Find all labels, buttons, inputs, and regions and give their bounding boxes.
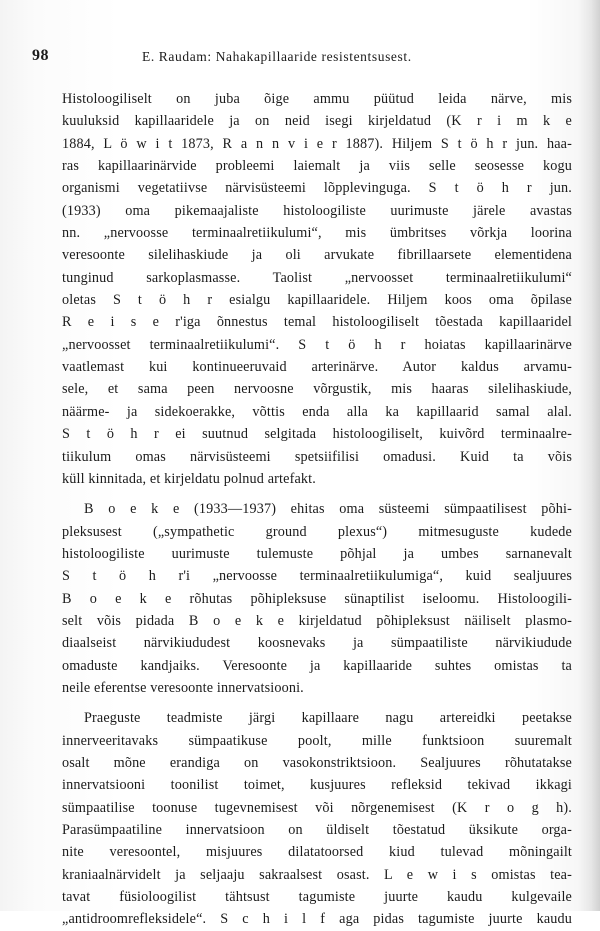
text-line: osalt mõne erandiga on vasokonstriktsioon. Sealjuures rõhutatakse	[62, 754, 572, 771]
text-line: selt võis pidada B o e k e kirjeldatud põhipleksust näiliselt plasmo-	[62, 612, 572, 629]
running-title: E. Raudam: Nahakapillaaride resistentsusest.	[142, 49, 412, 64]
text-line: (1933) oma pikemaajaliste histoloogiliste uurimuste järele avastas	[62, 202, 572, 219]
text-line: S t ö h r ei suutnud selgitada histoloogiliselt, kuivõrd terminaalre-	[62, 426, 572, 443]
text-line: tiikulum omas närvisüsteemi spetsiifilisi omadusi. Kuid ta võis	[62, 448, 572, 465]
text-line: „antidroomrefleksidele“. S c h i l f aga pidas tagumiste juurte kaudu	[62, 911, 572, 928]
text-line: „nervoosset terminaalretiikulumi“. S t ö h r hoiatas kapillaarinärve	[62, 336, 572, 353]
text-line: Histoloogiliselt on juba õige ammu püütud leida närve, mis	[62, 91, 572, 107]
text-line: neile eferentse veresoonte innervatsiooni.	[62, 679, 304, 696]
paragraph-1	[62, 88, 572, 490]
page-number: 98	[32, 47, 49, 64]
text-line: S t ö h r'i „nervoosse terminaalretiikulumiga“, kuid sealjuures	[62, 568, 572, 585]
text-line: ras kapillaarinärvide probleemi laiemalt ja viis selle seosesse kogu	[62, 158, 572, 175]
paragraph-2	[62, 498, 572, 699]
paragraph-gap	[62, 490, 572, 498]
text-line: organismi vegetatiivse närvisüsteemi lõpplevinguga. S t ö h r jun.	[62, 180, 572, 197]
text-line: innervatsiooni toonilist toimet, kusjuures refleksid tekivad ikkagi	[62, 777, 572, 794]
text-line: diaalseist närvikiududest koosnevaks ja sümpaatiliste närvikiudude	[62, 635, 572, 652]
text-line: 1884, L ö w i t 1873, R a n n v i e r 1887). Hiljem S t ö h r jun. haa-	[62, 135, 572, 152]
body-text	[62, 88, 572, 931]
text-line: vaatlemast kui kontinueeruvaid arterinärve. Autor kaldus arvamu-	[62, 359, 572, 376]
text-line: oletas S t ö h r esialgu kapillaaridele. Hiljem koos oma õpilase	[62, 292, 572, 309]
text-line: küll kinnitada, et kirjeldatu polnud artefakt.	[62, 470, 316, 487]
text-line: B o e k e (1933—1937) ehitas oma süsteemi sümpaatilisest põhi-	[84, 501, 572, 518]
text-line: tavat füsioloogilist tähtsust tagumiste juurte kaudu kulgevaile	[62, 889, 572, 906]
page-edge-shadow	[578, 0, 600, 911]
text-line: nite veresoontel, misjuures dilatatoorsed kiud tulevad mõningailt	[62, 844, 572, 861]
text-line: Parasümpaatiline innervatsioon on üldiselt tõestatud üksikute orga-	[62, 822, 572, 838]
text-line: Praeguste teadmiste järgi kapillaare nagu artereidki peetakse	[84, 710, 572, 727]
text-line: omaduste kandjaiks. Veresoonte ja kapillaaride suhtes omistas ta	[62, 657, 572, 674]
text-line: B o e k e rõhutas põhipleksuse sünaptilist iseloomu. Histoloogili-	[62, 590, 572, 607]
paragraph-gap	[62, 699, 572, 707]
text-line: histoloogiliste uurimuste tulemuste põhjal ja umbes sarnanevalt	[62, 545, 572, 562]
text-line: R e i s e r'iga õnnestus temal histoloogiliselt tõestada kapillaaridel	[62, 314, 572, 331]
text-line: veresoonte silelihaskiude ja oli arvukate fibrillaarsete elementidena	[62, 247, 572, 264]
text-line: pleksusest („sympathetic ground plexus“) mitmesuguste kudede	[62, 523, 572, 540]
text-line: sele, et sama peen nervoosne võrgustik, mis haaras silelihaskiude,	[62, 381, 572, 398]
paragraph-3	[62, 707, 572, 930]
text-line: tunginud sarkoplasmasse. Taolist „nervoosset terminaalretiikulumi“	[62, 269, 572, 286]
text-line: näärme- ja sidekoerakke, võttis enda alla ka kapillaarid samal alal.	[62, 403, 572, 420]
text-line: sümpaatilise toonuse tugevnemisest või nõrgenemisest (K r o g h).	[62, 799, 572, 816]
text-line: kraniaalnärvidelt ja seljaaju sakraalsest osast. L e w i s omistas tea-	[62, 866, 572, 883]
running-head	[32, 47, 572, 71]
text-line: nn. „nervoosse terminaalretiikulumi“, mis ümbritses võrkja loorina	[62, 225, 572, 242]
text-line: innerveeritavaks sümpaatikuse poolt, mille funktsioon suuremalt	[62, 732, 572, 749]
text-line: kuuluksid kapillaaridele ja on neid isegi kirjeldatud (K r i m k e	[62, 113, 572, 130]
